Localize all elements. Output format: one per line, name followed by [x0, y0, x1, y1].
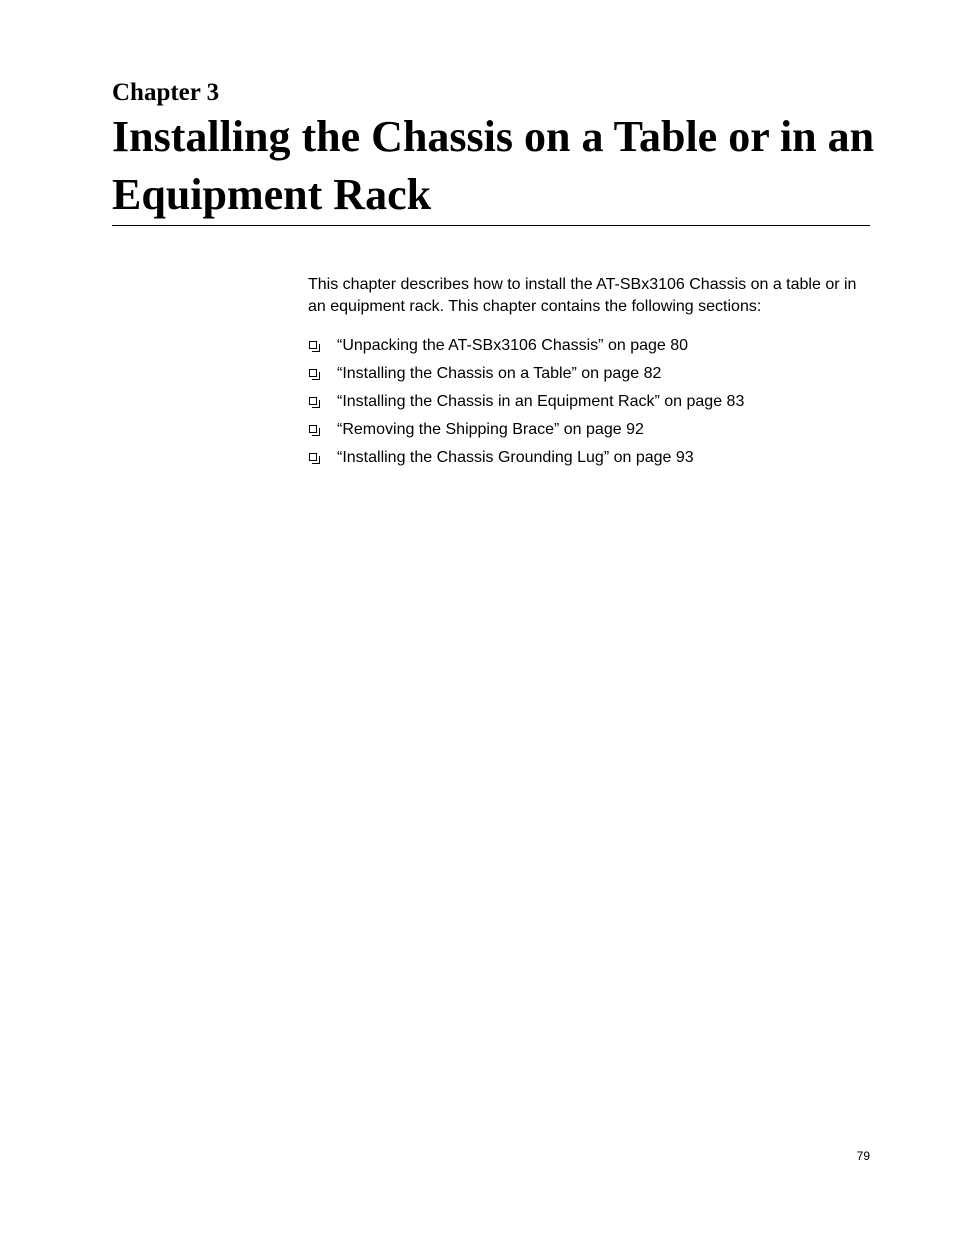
list-item[interactable]	[308, 416, 873, 444]
section-link[interactable]: “Installing the Chassis Grounding Lug” on page 93	[337, 449, 694, 466]
checkbox-bullet-icon	[309, 369, 317, 377]
intro-paragraph: This chapter describes how to install the AT-SBx3106 Chassis on a table or in an equipment rack. This chapter contains the following sections:	[308, 276, 857, 315]
page-number: 79	[856, 1149, 870, 1163]
section-list	[308, 332, 873, 472]
checkbox-bullet-icon	[309, 453, 317, 461]
list-item[interactable]	[308, 332, 873, 360]
list-item[interactable]	[308, 388, 873, 416]
list-item[interactable]	[308, 444, 873, 472]
section-link[interactable]: “Installing the Chassis on a Table” on page 82	[337, 365, 662, 382]
checkbox-bullet-icon	[309, 425, 317, 433]
checkbox-bullet-icon	[309, 397, 317, 405]
chapter-label: Chapter 3	[112, 79, 220, 106]
section-link[interactable]: “Installing the Chassis in an Equipment Rack” on page 83	[337, 393, 745, 410]
checkbox-bullet-icon	[309, 341, 317, 349]
section-link[interactable]: “Removing the Shipping Brace” on page 92	[337, 421, 644, 438]
chapter-title: Installing the Chassis on a Table or in an Equipment Rack	[112, 112, 875, 219]
section-link[interactable]: “Unpacking the AT-SBx3106 Chassis” on page 80	[337, 337, 689, 354]
title-divider	[112, 225, 870, 226]
list-item[interactable]	[308, 360, 873, 388]
